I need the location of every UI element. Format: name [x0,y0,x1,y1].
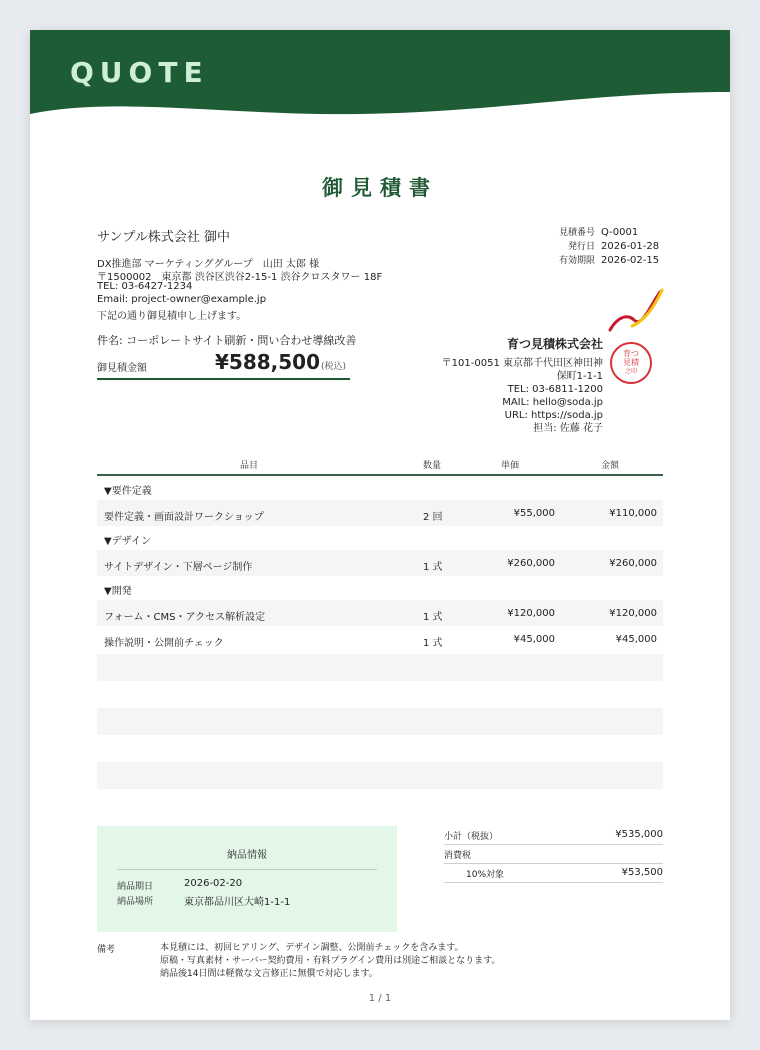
issuer-address-1: 〒101-0051 東京都千代田区神田神 [441,358,603,369]
subtotal-value: ¥535,000 [615,829,663,840]
total-amount: ¥588,500 [215,350,321,374]
table-row [97,526,663,550]
quote-meta [559,226,663,268]
item-amount: ¥120,000 [609,608,657,619]
document-title: 御見積書 [322,176,438,200]
seal-line: 之印 [624,368,637,375]
total-amount-box [97,350,350,380]
table-row [97,550,663,576]
quote-document [30,30,730,1020]
corner-swoosh-icon [608,286,668,336]
company-seal-icon [610,342,652,384]
header-item: 品目 [240,461,259,471]
table-header [97,452,663,476]
client-tel: TEL: 03-6427-1234 [97,281,193,292]
item-qty: 1 式 [423,562,443,573]
tax-row [444,845,663,864]
header-banner [30,30,730,150]
table-row-empty [97,681,663,708]
header-amount: 金額 [601,461,620,471]
table-row-empty [97,735,663,762]
header-price: 単価 [501,461,520,471]
item-amount: ¥260,000 [609,558,657,569]
issuer-block [442,338,603,435]
table-row [97,626,663,654]
delivery-date-label: 納品期日 [117,882,154,892]
meta-row-expiry [559,254,663,268]
greeting: 下記の通り御見積申し上げます。 [97,311,247,322]
tax-rate-label: 10%対象 [466,870,505,880]
issuer-tel: TEL: 03-6811-1200 [507,384,603,395]
seal-line: 育つ [623,349,639,358]
item-amount: ¥110,000 [609,508,657,519]
item-name: 要件定義・画面設計ワークショップ [104,512,264,523]
item-amount: ¥45,000 [615,634,657,645]
item-price: ¥45,000 [513,634,555,645]
client-address: 〒1500002 東京都 渋谷区渋谷2-15-1 渋谷クロスタワー 18F [97,272,383,283]
meta-row-number [559,226,663,240]
note-line: 本見積には、初回ヒアリング、デザイン調整、公開前チェックを含みます。 [160,943,464,953]
issuer-mail: MAIL: hello@soda.jp [502,397,603,408]
summary [444,826,663,883]
delivery-date: 2026-02-20 [184,878,243,889]
item-name: 操作説明・公開前チェック [104,638,224,649]
tax-label: 消費税 [444,851,472,861]
total-tax-note: (税込) [321,362,347,372]
header-qty: 数量 [423,461,442,471]
client-name: サンプル株式会社 御中 [97,230,230,245]
meta-value: Q-0001 [601,227,639,238]
tax-rate-amount: ¥53,500 [621,867,663,878]
delivery-info [97,826,397,932]
item-qty: 1 式 [423,638,443,649]
issuer-url: URL: https://soda.jp [504,410,603,421]
note-line: 納品後14日間は軽微な文言修正に無償で対応します。 [160,969,378,979]
notes [160,942,500,981]
issuer-address-2: 保町1-1-1 [556,371,603,382]
note-line: 原稿・写真素材・サーバー契約費用・有料プラグイン費用は別途ご相談となります。 [160,956,501,966]
table-row [97,500,663,526]
subtotal-row [444,826,663,845]
page-number: 1 / 1 [368,993,392,1004]
client-department: DX推進部 マーケティンググループ 山田 太郎 様 [97,259,320,270]
tax-rate-row [444,864,663,883]
seal-line: 見積 [623,358,639,367]
table-row [97,600,663,626]
section-name: ▼開発 [104,586,132,597]
item-price: ¥120,000 [507,608,555,619]
item-name: フォーム・CMS・アクセス解析設定 [104,612,266,623]
total-label: 御見積金額 [97,363,147,374]
item-qty: 1 式 [423,612,443,623]
meta-row-issue-date [559,240,663,254]
table-row [97,576,663,600]
issuer-person: 担当: 佐藤 花子 [533,423,603,434]
delivery-title: 納品情報 [117,846,377,870]
section-name: ▼要件定義 [104,486,152,497]
item-name: サイトデザイン・下層ページ制作 [104,562,253,573]
item-price: ¥55,000 [513,508,555,519]
subtotal-label: 小計（税抜） [444,832,499,842]
items-table [97,452,663,789]
table-row-empty [97,762,663,789]
client-email: Email: project-owner@example.jp [97,294,267,305]
subject: 件名: コーポレートサイト刷新・問い合わせ導線改善 [97,334,357,347]
notes-label: 備考 [97,945,116,955]
meta-label: 発行日 [567,242,595,252]
meta-label: 有効期限 [558,256,595,266]
delivery-place: 東京都品川区大崎1-1-1 [184,897,291,908]
delivery-place-label: 納品場所 [117,897,154,907]
meta-value: 2026-01-28 [601,241,660,252]
section-name: ▼デザイン [104,536,151,547]
meta-label: 見積番号 [558,228,595,238]
item-price: ¥260,000 [507,558,555,569]
banner-word: QUOTE [70,56,209,89]
table-row [97,476,663,500]
item-qty: 2 回 [423,512,443,523]
table-row-empty [97,654,663,681]
table-row-empty [97,708,663,735]
meta-value: 2026-02-15 [601,255,660,266]
issuer-name: 育つ見積株式会社 [506,337,603,351]
